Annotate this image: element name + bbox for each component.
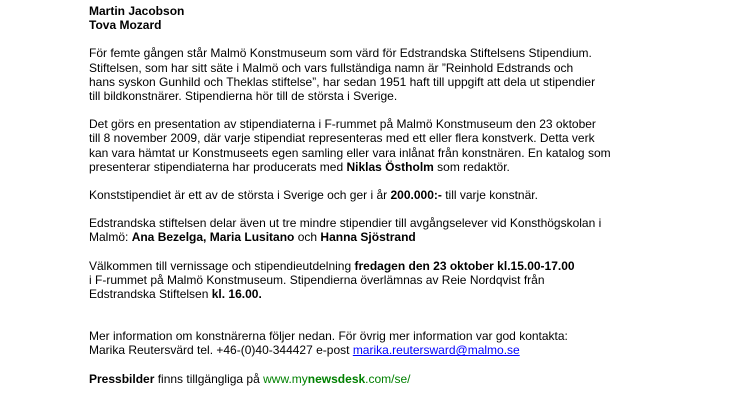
intro-line: Stiftelsen, som har sitt säte i Malmö och vars fullständiga namn är ”Reinhold Edstrands och: [89, 60, 574, 75]
amount-text: Konststipendiet är ett av de största i Sverige och ger i år: [89, 188, 391, 203]
press-text: finns tillgängliga på: [154, 371, 264, 386]
intro-line: För femte gången står Malmö Konstmuseum som värd för Edstrandska Stiftelsens Stipendium.: [89, 46, 592, 61]
presentation-line: kan vara hämtat ur Konstmuseets egen samling eller vara inlånat från konstnären. En katalog som: [89, 145, 611, 160]
author-name-1: Martin Jacobson: [89, 4, 185, 18]
presentation-text: som redaktör.: [433, 159, 510, 174]
vernissage-paragraph: [89, 259, 729, 302]
newsdesk-link[interactable]: [263, 372, 410, 386]
recipients-text: Malmö:: [89, 230, 132, 245]
vernissage-text: Välkommen till vernissage och stipendieutdelning: [89, 258, 355, 273]
presentation-line: till 8 november 2009, där varje stipendiat representeras med ett eller flera konstverk. Detta verk: [89, 131, 595, 146]
vernissage-line: i F-rummet på Malmö Konstmuseum. Stipendierna överlämnas av Reie Nordqvist från: [89, 272, 545, 287]
amount-text: till varje konstnär.: [441, 188, 538, 203]
amount-paragraph: [89, 188, 729, 202]
presentation-line-last: [89, 160, 729, 174]
minor-stipends-line: Edstrandska stiftelsen delar även ut tre mindre stipendier till avgångselever vid Konsthögskolan i: [89, 216, 602, 231]
recipient-name-last: Hanna Sjöstrand: [320, 230, 416, 245]
minor-stipends-paragraph: [89, 216, 729, 244]
stipend-amount: 200.000:-: [390, 188, 442, 203]
vernissage-text: Edstrandska Stiftelsen: [89, 287, 212, 302]
press-line: [89, 372, 729, 386]
contact-text: Marika Reutersvärd tel. +46-(0)40-344427 e-post: [89, 343, 353, 358]
contact-line: Mer information om konstnärerna följer nedan. För övrig mer information var god kontakta:: [89, 329, 568, 344]
document-body: [89, 4, 729, 386]
intro-line: till bildkonstnärer. Stipendierna hör till de största i Sverige.: [89, 89, 398, 104]
newsdesk-url-bold: newsdesk: [307, 371, 366, 386]
ceremony-time: kl. 16.00.: [211, 287, 262, 302]
recipients-line: [89, 230, 729, 244]
newsdesk-url-part: www.my: [263, 371, 308, 386]
recipient-names: Ana Bezelga, Maria Lusitano: [131, 230, 295, 245]
editor-name: Niklas Östholm: [346, 159, 434, 174]
intro-line: hans syskon Gunhild och Theklas stiftelse”, har sedan 1951 haft till uppgift att dela ut stipendier: [89, 74, 596, 89]
email-link[interactable]: marika.reutersward@malmo.se: [352, 343, 520, 358]
vernissage-line: [89, 287, 729, 301]
contact-line: [89, 343, 729, 357]
presentation-paragraph: [89, 117, 729, 174]
intro-paragraph: [89, 46, 729, 103]
author-name-2: Tova Mozard: [89, 18, 162, 33]
recipients-text: och: [294, 230, 321, 245]
press-images-label: Pressbilder: [89, 371, 155, 386]
vernissage-line: [89, 259, 729, 273]
contact-paragraph: [89, 329, 729, 357]
vernissage-date: fredagen den 23 oktober kl.15.00-17.00: [354, 258, 575, 273]
newsdesk-url-part: .com/se/: [365, 371, 411, 386]
press-paragraph: [89, 372, 729, 386]
presentation-line: Det görs en presentation av stipendiaterna i F-rummet på Malmö Konstmuseum den 23 oktober: [89, 117, 596, 132]
presentation-text: presenterar stipendiaterna har producerats med: [89, 159, 347, 174]
amount-line: [89, 188, 729, 202]
